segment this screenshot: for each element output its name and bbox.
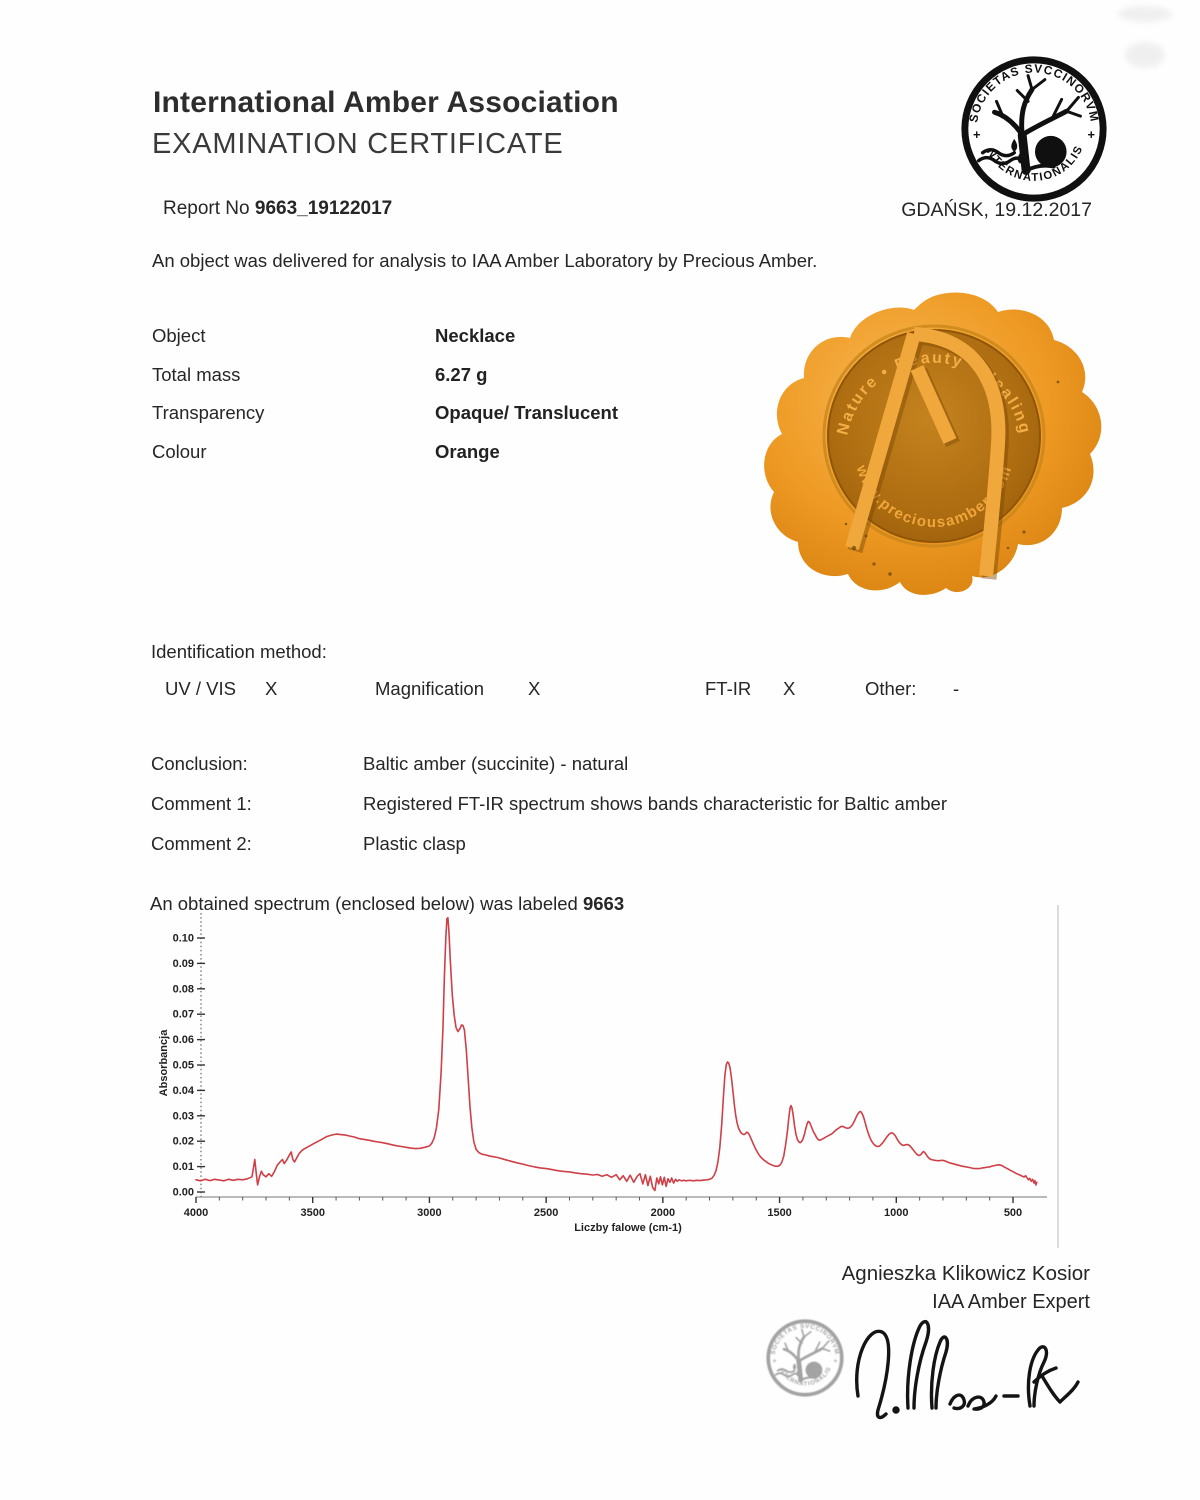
x-tick-label: 1500 <box>767 1207 792 1219</box>
signature-name: Agnieszka Klikowicz Kosior <box>841 1262 1090 1285</box>
row-label: Transparency <box>152 402 265 423</box>
spectrum-label: 9663 <box>582 893 625 914</box>
y-tick-label: 0.06 <box>172 1034 194 1047</box>
y-axis-title: Absorbancja <box>158 1029 170 1097</box>
y-tick-label: 0.03 <box>172 1110 194 1123</box>
x-tick-label: 3000 <box>417 1207 442 1219</box>
scan-smudge <box>1125 42 1165 68</box>
report-number-line <box>163 198 392 220</box>
page-title: International Amber Association <box>153 86 619 119</box>
method-value: - <box>953 678 960 699</box>
y-tick-label: 0.05 <box>172 1059 194 1072</box>
finding-label: Comment 2: <box>151 833 252 854</box>
y-tick-label: 0.00 <box>172 1186 194 1199</box>
method-label: FT-IR <box>705 678 752 699</box>
signature-title: IAA Amber Expert <box>932 1291 1090 1313</box>
finding-value: Plastic clasp <box>363 833 466 854</box>
identification-heading: Identification method: <box>151 641 327 662</box>
x-tick-label: 4000 <box>183 1207 209 1219</box>
seal-bottom-text: www.preciousamber.com <box>852 462 1016 532</box>
association-logo <box>955 50 1113 208</box>
method-value: X <box>265 678 278 699</box>
row-label: Object <box>152 325 206 346</box>
row-value: Necklace <box>435 325 516 346</box>
finding-label: Conclusion: <box>151 753 248 774</box>
spectrum-line <box>196 918 1037 1191</box>
method-value: X <box>528 678 541 699</box>
finding-label: Comment 1: <box>151 793 252 814</box>
signature-ink <box>842 1312 1082 1432</box>
report-number: 9663_19122017 <box>254 198 393 219</box>
wax-seal <box>762 286 1110 604</box>
y-tick-label: 0.04 <box>172 1084 194 1097</box>
row-value: Opaque/ Translucent <box>435 402 618 423</box>
signature-stamp <box>763 1316 847 1400</box>
method-label: UV / VIS <box>165 678 236 699</box>
row-value: Orange <box>435 441 500 462</box>
row-value: 6.27 g <box>435 364 488 385</box>
method-label: Other: <box>865 678 917 699</box>
x-tick-label: 3500 <box>300 1207 325 1219</box>
x-tick-label: 2000 <box>650 1207 676 1219</box>
delivery-note: An object was delivered for analysis to IAA Amber Laboratory by Precious Amber. <box>152 250 818 271</box>
y-tick-label: 0.10 <box>172 932 194 945</box>
x-tick-label: 2500 <box>533 1207 559 1219</box>
method-label: Magnification <box>375 678 485 699</box>
x-axis-title: Liczby falowe (cm-1) <box>574 1222 682 1234</box>
row-label: Total mass <box>152 364 241 385</box>
y-tick-label: 0.07 <box>172 1008 194 1021</box>
finding-value: Baltic amber (succinite) - natural <box>363 753 629 774</box>
place-and-date: GDAŃSK, 19.12.2017 <box>901 199 1092 221</box>
method-value: X <box>783 678 796 699</box>
x-tick-label: 500 <box>1003 1207 1023 1219</box>
y-tick-label: 0.08 <box>172 983 194 996</box>
y-tick-label: 0.09 <box>172 957 194 970</box>
row-label: Colour <box>152 441 207 462</box>
y-tick-label: 0.02 <box>172 1135 194 1148</box>
y-tick-label: 0.01 <box>172 1161 194 1174</box>
finding-value: Registered FT-IR spectrum shows bands characteristic for Baltic amber <box>363 793 947 814</box>
scan-smudge <box>1118 6 1172 22</box>
page-subtitle: EXAMINATION CERTIFICATE <box>152 128 564 160</box>
report-label: Report No <box>163 198 255 219</box>
x-tick-label: 1000 <box>884 1207 909 1219</box>
spectrum-note-text: An obtained spectrum (enclosed below) was labeled <box>150 893 583 914</box>
seal-top-text: Nature • Beauty • Healing <box>834 349 1034 437</box>
ftir-spectrum-chart <box>155 903 1075 1248</box>
